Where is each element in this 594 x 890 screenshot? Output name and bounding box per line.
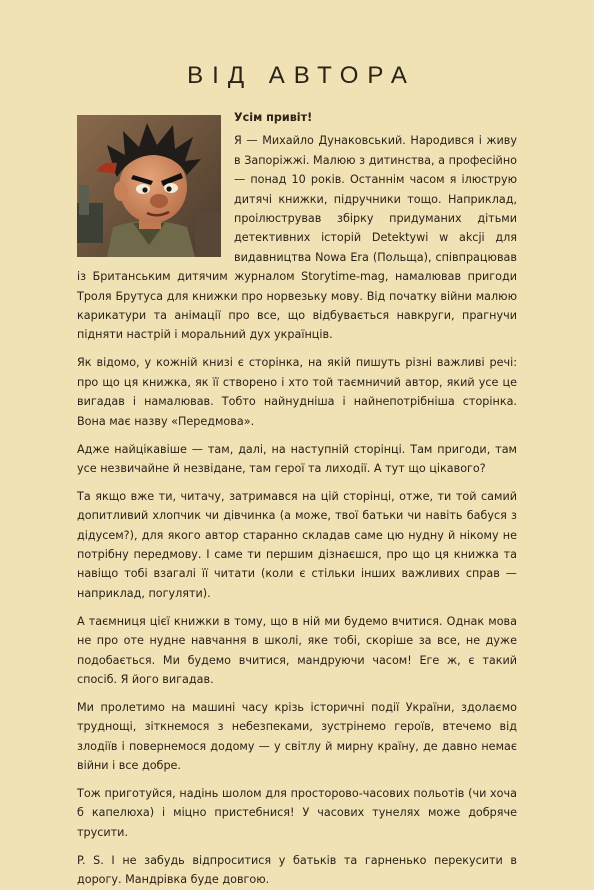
paragraph-journey: Ми пролетимо на машині часу крізь історичні події України, здолаємо труднощі, зіткнемося з небезпеками, зустрінемо героїв, втечемо від злодіїв і повернемося додому — у світлу й мирну країну, де давно немає війни і все добре.	[77, 700, 517, 773]
paragraph-next-page: Адже найцікавіше — там, далі, на наступній сторінці. Там пригоди, там усе незвичайне й незвідане, там герої та лиходії. А тут що цікавого?	[77, 442, 517, 475]
page-title: ВІД АВТОРА	[187, 62, 416, 89]
paragraph-preface: Як відомо, у кожній книзі є сторінка, на якій пишуть різні важливі речі: про що ця книжка, як її створено і хто той таємничий автор, який усе це вигадав і намалював. Тобто найнудніша і найнепотрібніша сторінка. Вона має назву «Передмова».	[77, 356, 517, 428]
paragraph-secret: А таємниця цієї книжки в тому, що в ній ми будемо вчитися. Однак мова не про оте нудне навчання в школі, яке тобі, скоріше за все, не дуже подобається. Ми будемо вчитися, мандруючи часом! Еге ж, є такий спосіб. Я його вигадав.	[77, 614, 517, 686]
greeting: Усім привіт!	[234, 111, 313, 124]
paragraph-reader: Та якщо вже ти, читачу, затримався на цій сторінці, отже, ти той самий допитливий хлопчик чи дівчинка (а може, твої батьки чи навіть бабуся з дідусем?), для якого автор старанно складав саме цю нудну й нікому не потрібну передмову. І саме ти першим дізнаєшся, про що ця книжка та навіщо тобі взагалі її читати (коли є стільки інших важливих справ — наприклад, погуляти).	[77, 489, 517, 600]
preface-text	[77, 108, 517, 890]
paragraph-author-bio: Я — Михайло Дунаковський. Народився і живу в Запоріжжі. Малюю з дитинства, а професійно — понад 10 років. Останнім часом я ілюструю дитячі книжки, підручники тощо. Наприклад, проілюстрував збірку придуманих дітьми детективних історій Detektywi w akcji для видавництва Nowa Era (Польща), співпрацював із Британським дитячим журналом Storytime-mag, намалював пригоди Троля Брутуса для книжки про норвезьку мову. Від початку війни малюю карикатури та анімації про все, що відбувається навкруги, прагнучи підняти настрій і моральний дух українців.	[77, 134, 517, 342]
author-portrait-icon	[77, 115, 221, 257]
author-portrait	[77, 115, 221, 257]
paragraph-prepare: Тож приготуйся, надінь шолом для просторово-часових польотів (чи хоча б капелюха) і міцно пристебнися! У часових тунелях може добряче трусити.	[77, 787, 517, 839]
paragraph-postscript: P. S. І не забудь відпроситися у батьків та гарненько перекусити в дорогу. Мандрівка буде довгою.	[77, 853, 517, 887]
